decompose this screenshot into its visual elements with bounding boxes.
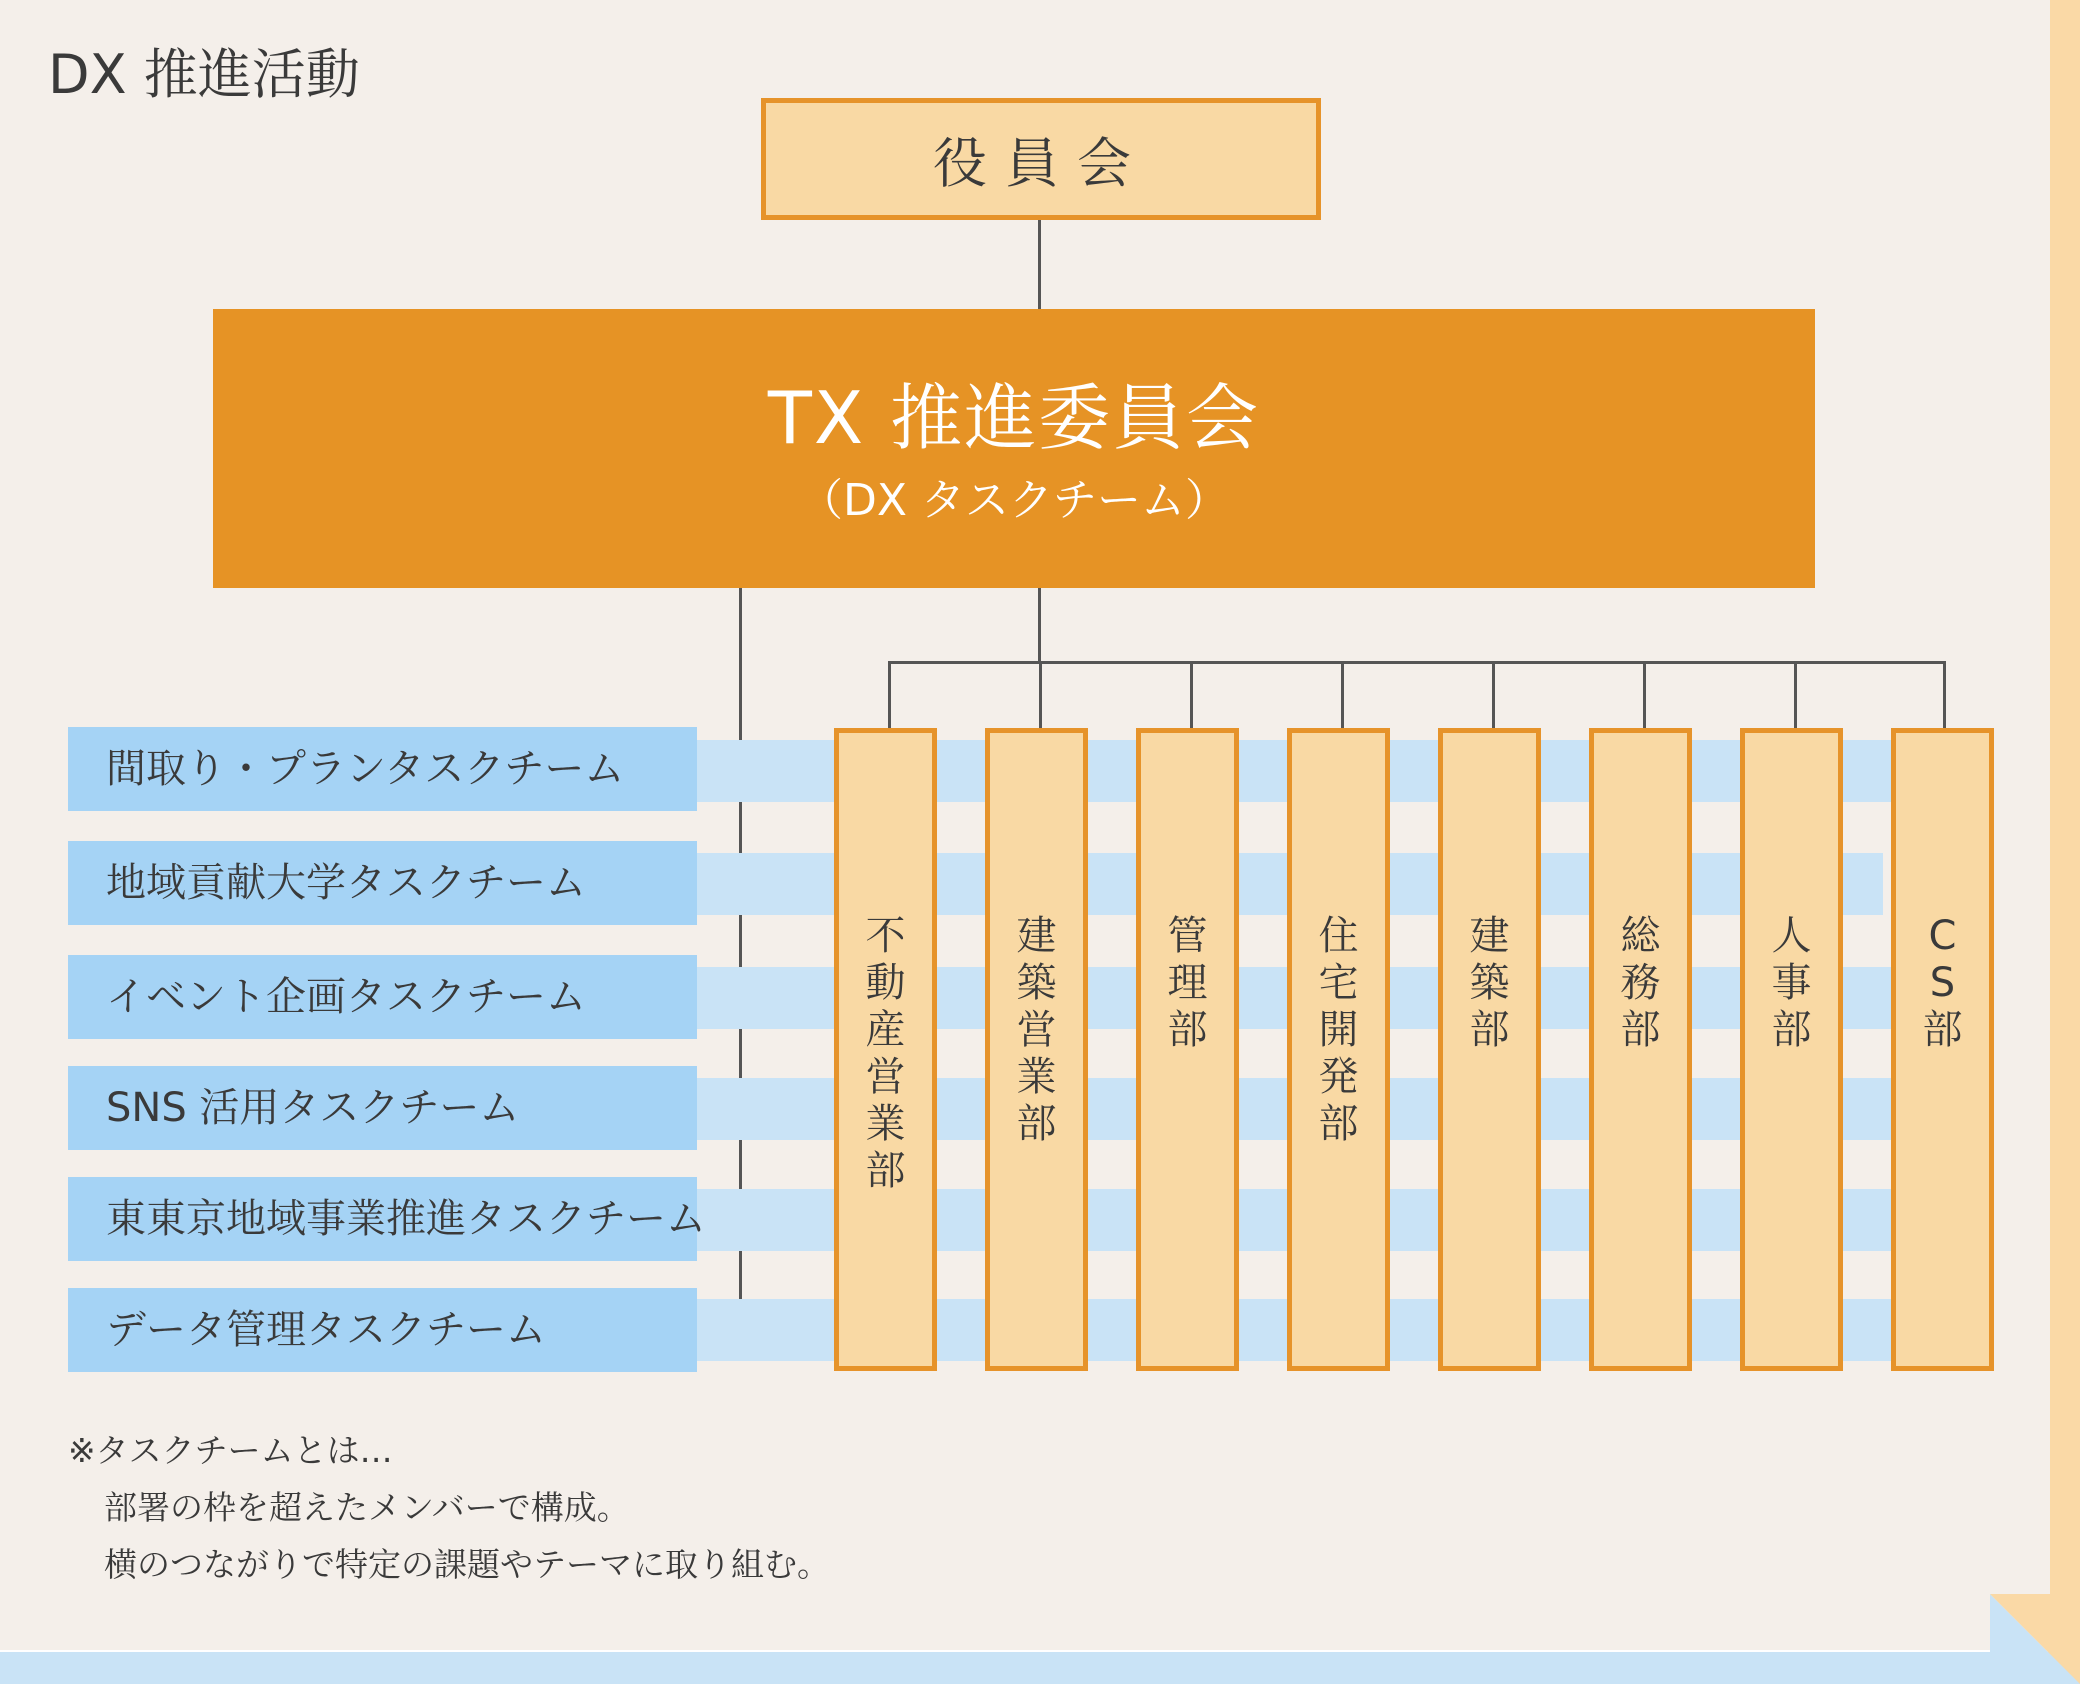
department-label-char: 人 bbox=[1771, 913, 1812, 959]
right-edge-stripe bbox=[2050, 0, 2080, 1652]
department-box-real-estate-sales bbox=[834, 728, 937, 1371]
page-title: DX 推進活動 bbox=[48, 43, 360, 106]
committee-subtitle: （DX タスクチーム） bbox=[798, 475, 1229, 526]
department-drop-8 bbox=[1943, 661, 1946, 728]
department-label-char: S bbox=[1929, 960, 1956, 1006]
department-label-char: 不 bbox=[865, 913, 906, 959]
department-label bbox=[1443, 913, 1536, 1054]
department-drop-6 bbox=[1643, 661, 1646, 728]
department-label-char: 部 bbox=[1016, 1101, 1057, 1147]
department-label-char: 営 bbox=[1016, 1007, 1057, 1053]
department-drop-7 bbox=[1794, 661, 1797, 728]
department-label-char: 建 bbox=[1469, 913, 1510, 959]
task-team-box: イベント企画タスクチーム bbox=[68, 955, 697, 1039]
department-label-char: 築 bbox=[1469, 960, 1510, 1006]
task-team-box: データ管理タスクチーム bbox=[68, 1288, 697, 1372]
board-box bbox=[761, 98, 1321, 220]
department-label-char: 理 bbox=[1167, 960, 1208, 1006]
department-drop-1 bbox=[888, 661, 891, 728]
folded-corner bbox=[1990, 1594, 2080, 1684]
department-label-char: 発 bbox=[1318, 1054, 1359, 1100]
department-label-char: 部 bbox=[1318, 1101, 1359, 1147]
footnote bbox=[68, 1422, 830, 1593]
department-drop-4 bbox=[1341, 661, 1344, 728]
department-label-char: 産 bbox=[865, 1007, 906, 1053]
department-label bbox=[1745, 913, 1838, 1054]
department-label-char: 部 bbox=[1620, 1007, 1661, 1053]
department-box-management bbox=[1136, 728, 1239, 1371]
department-label bbox=[1141, 913, 1234, 1054]
department-label-char: 部 bbox=[1922, 1007, 1963, 1053]
department-label-char: 総 bbox=[1620, 913, 1661, 959]
task-team-box: 間取り・プランタスクチーム bbox=[68, 727, 697, 811]
footnote-line-1: 部署の枠を超えたメンバーで構成。 bbox=[104, 1488, 630, 1527]
department-label-char: 部 bbox=[865, 1148, 906, 1194]
department-label-char: 務 bbox=[1620, 960, 1661, 1006]
department-box-human-resources bbox=[1740, 728, 1843, 1371]
department-box-general-affairs bbox=[1589, 728, 1692, 1371]
department-label-char: 事 bbox=[1771, 960, 1812, 1006]
department-label-char: 営 bbox=[865, 1054, 906, 1100]
department-drop-2 bbox=[1039, 661, 1042, 728]
connector-board-committee bbox=[1038, 220, 1041, 309]
task-team-box: 東東京地域事業推進タスクチーム bbox=[68, 1177, 697, 1261]
department-box-housing-development bbox=[1287, 728, 1390, 1371]
committee-box bbox=[213, 309, 1815, 588]
department-label-char: 動 bbox=[865, 960, 906, 1006]
department-label-char: 部 bbox=[1771, 1007, 1812, 1053]
department-label bbox=[990, 913, 1083, 1148]
department-label bbox=[1896, 913, 1989, 1054]
department-label-char: 築 bbox=[1016, 960, 1057, 1006]
department-label-char: C bbox=[1928, 913, 1957, 959]
department-label-char: 住 bbox=[1318, 913, 1359, 959]
department-drop-5 bbox=[1492, 661, 1495, 728]
department-label-char: 業 bbox=[865, 1101, 906, 1147]
department-label-char: 業 bbox=[1016, 1054, 1057, 1100]
department-box-construction-sales bbox=[985, 728, 1088, 1371]
bottom-edge-stripe bbox=[0, 1652, 2080, 1684]
department-box-construction bbox=[1438, 728, 1541, 1371]
board-label: 役員会 bbox=[933, 131, 1149, 195]
footnote-heading: ※タスクチームとは… bbox=[68, 1431, 393, 1470]
department-label-char: 開 bbox=[1318, 1007, 1359, 1053]
department-label-char: 管 bbox=[1167, 913, 1208, 959]
department-label-char: 部 bbox=[1469, 1007, 1510, 1053]
department-drop-3 bbox=[1190, 661, 1193, 728]
department-label bbox=[1594, 913, 1687, 1054]
department-label-char: 建 bbox=[1016, 913, 1057, 959]
department-bus-line bbox=[888, 661, 1945, 664]
connector-committee-departments bbox=[1038, 588, 1041, 663]
task-team-box: 地域貢献大学タスクチーム bbox=[68, 841, 697, 925]
committee-title: TX 推進委員会 bbox=[767, 376, 1261, 460]
department-label bbox=[839, 913, 932, 1195]
department-box-cs bbox=[1891, 728, 1994, 1371]
footnote-line-2: 横のつながりで特定の課題やテーマに取り組む。 bbox=[104, 1545, 830, 1584]
department-label-char: 宅 bbox=[1318, 960, 1359, 1006]
department-label bbox=[1292, 913, 1385, 1148]
department-label-char: 部 bbox=[1167, 1007, 1208, 1053]
task-team-box: SNS 活用タスクチーム bbox=[68, 1066, 697, 1150]
